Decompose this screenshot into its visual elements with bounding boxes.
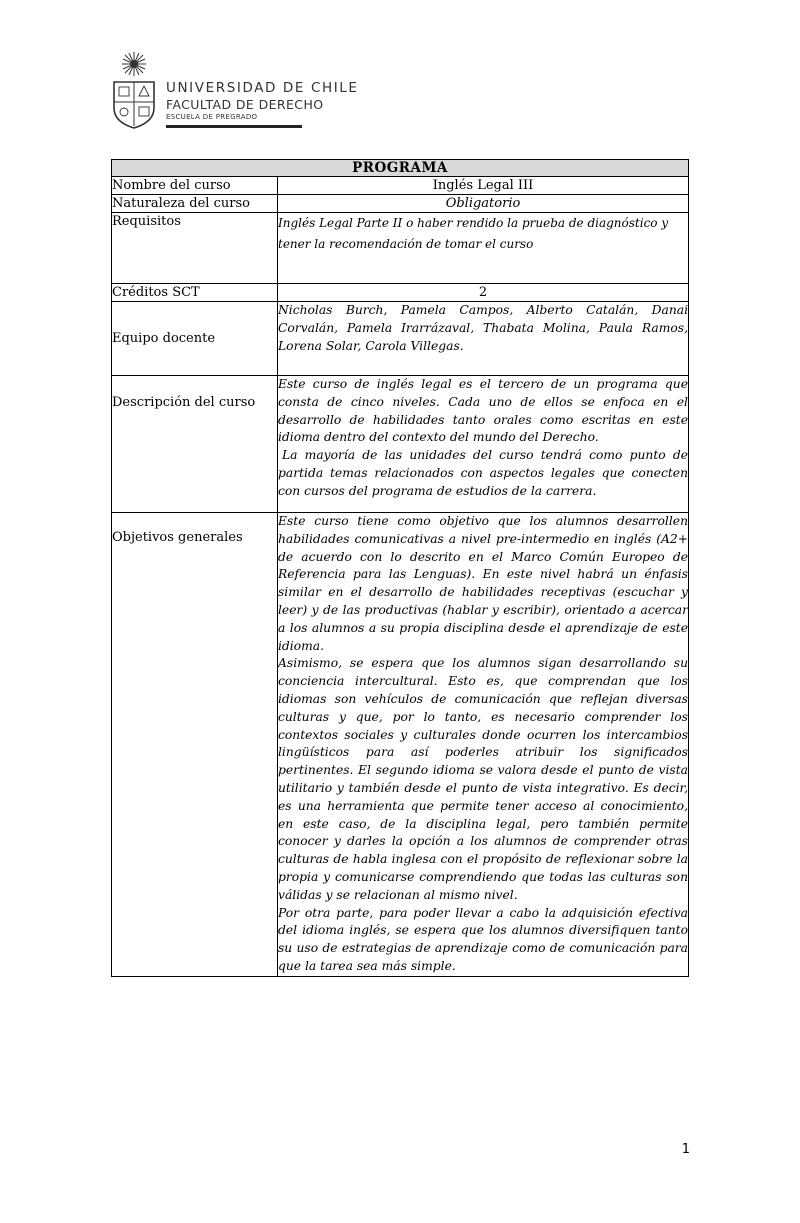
faculty-name: FACULTAD DE DERECHO (166, 97, 324, 112)
course-requirements: Inglés Legal Parte II o haber rendido la prueba de diagnóstico y tener la recomendación de tomar el curso (278, 213, 689, 284)
programa-table (111, 159, 689, 977)
course-nature: Obligatorio (278, 195, 689, 213)
row-label-objetivos: Objetivos generales (112, 513, 278, 977)
table-row (112, 213, 689, 284)
table-title: PROGRAMA (112, 160, 689, 177)
university-name: UNIVERSIDAD DE CHILE (166, 80, 359, 96)
table-row (112, 177, 689, 195)
objectives-paragraph-3: Por otra parte, para poder llevar a cabo la adquisición efectiva del idioma inglés, se espera que los alumnos diversifiquen tanto su uso de estrategias de aprendizaje como de comunicación para que la tarea sea más simple. (278, 905, 688, 973)
row-label-nombre: Nombre del curso (112, 177, 278, 195)
school-name: ESCUELA DE PREGRADO (166, 113, 258, 121)
page-number: 1 (681, 1142, 690, 1157)
table-row (112, 513, 689, 977)
table-row (112, 284, 689, 302)
row-label-creditos: Créditos SCT (112, 284, 278, 302)
row-label-naturaleza: Naturaleza del curso (112, 195, 278, 213)
description-paragraph-1: Este curso de inglés legal es el tercero de un programa que consta de cinco niveles. Cada uno de ellos se enfoca en el desarrollo de habilidades tanto orales como escritas en este idioma dentro del contexto del mundo del Derecho. (278, 377, 688, 445)
teaching-team: Nicholas Burch, Pamela Campos, Alberto Catalán, Danai Corvalán, Pamela Irarrázaval, Thabata Molina, Paula Ramos, Lorena Solar, Carola Villegas. (278, 302, 689, 376)
table-title-row (112, 160, 689, 177)
university-header (110, 50, 370, 132)
course-name: Inglés Legal III (278, 177, 689, 195)
table-row (112, 195, 689, 213)
row-label-equipo: Equipo docente (112, 302, 278, 376)
row-label-descripcion: Descripción del curso (112, 376, 278, 513)
description-paragraph-2: La mayoría de las unidades del curso tendrá como punto de partida temas relacionados con aspectos legales que conecten con cursos del programa de estudios de la carrera. (278, 448, 688, 498)
objectives-paragraph-1: Este curso tiene como objetivo que los alumnos desarrollen habilidades comunicativas a nivel pre-intermedio en inglés (A2+ de acuerdo con lo descrito en el Marco Común Europeo de Referencia para las Lenguas). En este nivel habrá un énfasis similar en el desarrollo de habilidades receptivas (escuchar y leer) y de las productivas (hablar y escribir), orientado a acercar a los alumnos a su propia disciplina desde el aprendizaje de este idioma. (278, 514, 688, 653)
course-credits: 2 (278, 284, 689, 302)
university-seal-logo (110, 50, 158, 130)
course-description (278, 376, 689, 513)
table-row (112, 302, 689, 376)
table-row (112, 376, 689, 513)
row-label-requisitos: Requisitos (112, 213, 278, 284)
objectives-paragraph-2: Asimismo, se espera que los alumnos sigan desarrollando su conciencia intercultural. Esto es, que comprendan que los idiomas son vehículos de comunicación que reflejan diversas culturas y que, por lo tanto, es necesario comprender los contextos sociales y culturales donde ocurren los intercambios lingüísticos para así poderles atribuir los significados pertinentes. El segundo idioma se valora desde el punto de vista utilitario y también desde el punto de vista integrativo. Es decir, es una herramienta que permite tener acceso al conocimiento, en este caso, de la disciplina legal, pero también permite conocer y darles la opción a los alumnos de comprender otras culturas de habla inglesa con el propósito de reflexionar sobre la propia y comunicarse comprendiendo que todas las culturas son válidas y se relacionan al mismo nivel. (278, 656, 688, 902)
general-objectives (278, 513, 689, 977)
header-rule (166, 125, 302, 128)
